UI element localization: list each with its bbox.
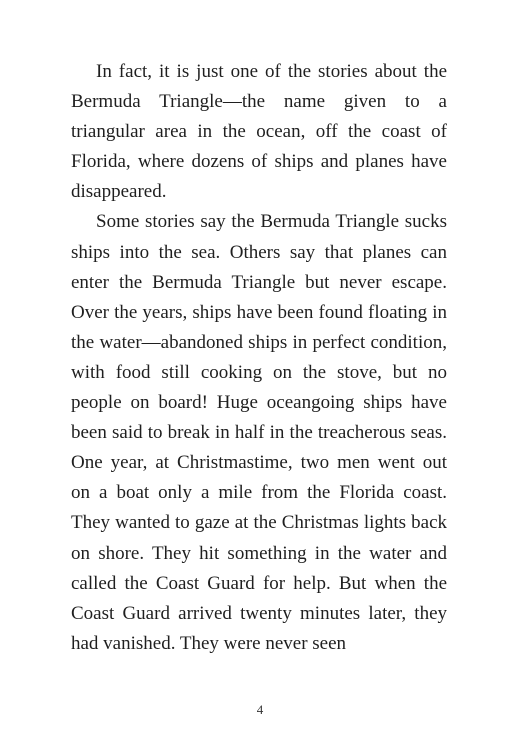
paragraph-1: In fact, it is just one of the stories about the Bermuda Triangle—the name given to a triangular area in the ocean, off the coast of Florida, where dozens of ships and planes have disappeared. bbox=[71, 61, 447, 203]
page-number: 4 bbox=[256, 702, 264, 717]
paragraph-2: Some stories say the Bermuda Triangle sucks ships into the sea. Others say that planes can enter the Bermuda Triangle but never escape. Over the years, ships have been found floating in the water—abandoned ships in perfect condition, with food still cooking on the stove, but no people on board! Huge oceangoing ships have been said to break in half in the treacherous seas. One year, at Christmastime, two men went out on a boat only a mile from the Florida coast. They wanted to gaze at the Christmas lights back on shore. They hit something in the water and called the Coast Guard for help. But when the Coast Guard arrived twenty minutes later, they had vanished. They were never seen bbox=[71, 211, 447, 654]
body-text bbox=[71, 57, 447, 659]
